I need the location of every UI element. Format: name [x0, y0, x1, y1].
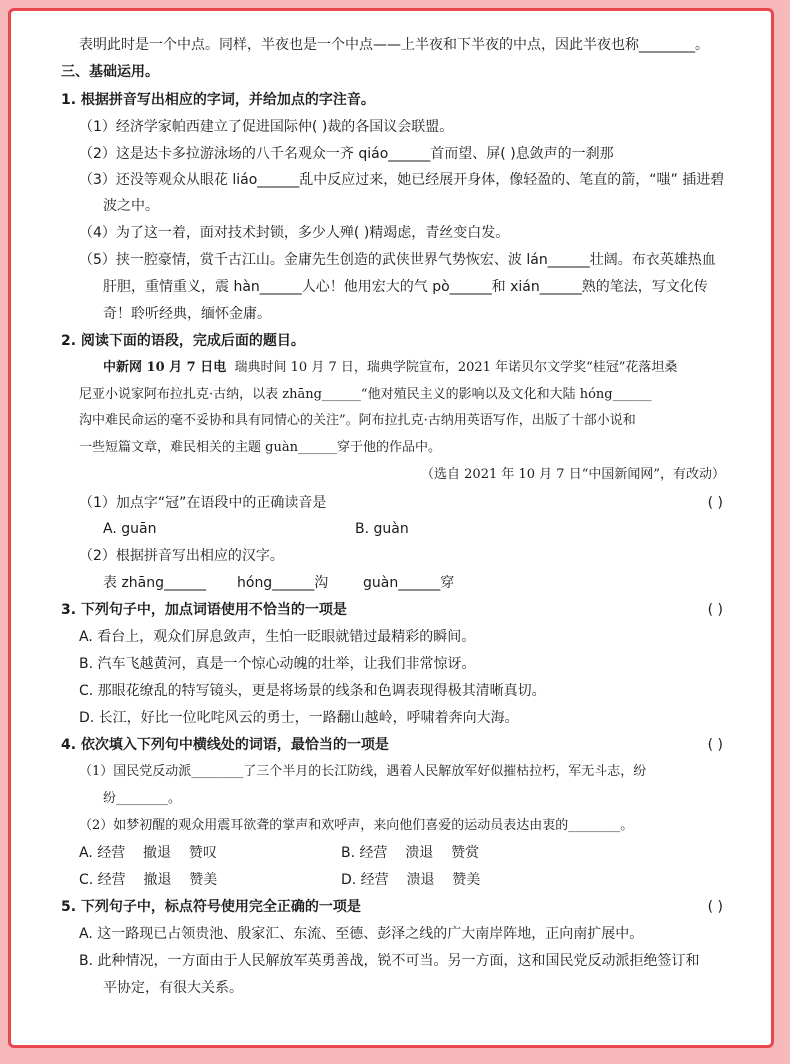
q2-fill-1[interactable]: 表 zhāng______	[103, 575, 207, 591]
q2-sub-1-answer-bracket[interactable]: ( )	[707, 495, 723, 511]
q4-option-b[interactable]: B. 经营 溃退 赞赏	[341, 845, 480, 861]
q2-passage-line-2: 尼亚小说家阿布拉扎克·古纳，以表 zhāng______“他对殖民主义的影响以及文化和大陆 hóng______	[79, 387, 652, 402]
q1-sentence-5c: 奇！聆听经典，缅怀金庸。	[103, 306, 271, 322]
q3-answer-bracket[interactable]: ( )	[707, 602, 723, 618]
q4-answer-bracket[interactable]: ( )	[707, 737, 723, 753]
q1-sentence-2: （2）这是达卡多拉游泳场的八千名观众一齐 qiáo______首而望、屏( )息敛声的一刹那	[79, 146, 614, 162]
q3-option-c[interactable]: C. 那眼花缭乱的特写镜头，更是将场景的线条和色调表现得极其清晰真切。	[79, 683, 546, 699]
q2-fill-3[interactable]: guàn______穿	[363, 575, 455, 591]
intro-line: 表明此时是一个中点。同样，半夜也是一个中点——上半夜和下半夜的中点，因此半夜也称________。	[79, 37, 709, 53]
q4-sentence-1b: 纷________。	[103, 791, 182, 806]
q3-option-d[interactable]: D. 长江，好比一位叱咤风云的勇士，一路翻山越岭，呼啸着奔向大海。	[79, 710, 519, 726]
exercise-page	[8, 8, 774, 1048]
q5-option-b-line-1[interactable]: B. 此种情况，一方面由于人民解放军英勇善战，锐不可当。另一方面，这和国民党反动派拒绝签订和	[79, 953, 700, 969]
q1-sentence-5a: （5）挟一腔豪情，赏千古江山。金庸先生创造的武侠世界气势恢宏、波 lán______壮阔。布衣英雄热血	[79, 252, 716, 268]
q2-option-b[interactable]: B. guàn	[355, 521, 409, 537]
q1-stem: 1. 根据拼音写出相应的字词，并给加点的字注音。	[61, 92, 375, 108]
q5-option-a[interactable]: A. 这一路现已占领贵池、殷家汇、东流、至德、彭泽之线的广大南岸阵地，正向南扩展中。	[79, 926, 644, 942]
q2-fill-2[interactable]: hóng______沟	[237, 575, 329, 591]
q3-option-a[interactable]: A. 看台上，观众们屏息敛声，生怕一眨眼就错过最精彩的瞬间。	[79, 629, 476, 645]
news-dateline: 中新网 10 月 7 日电	[103, 360, 227, 375]
q2-source: （选自 2021 年 10 月 7 日“中国新闻网”，有改动）	[421, 467, 725, 482]
q1-sentence-5b: 肝胆，重情重义，震 hàn______人心！他用宏大的气 pò______和 xián______熟的笔法，写文化传	[103, 279, 708, 295]
q1-sentence-3a: （3）还没等观众从眼花 liáo______乱中反应过来，她已经展开身体，像轻盈的、笔直的箭，“嗤” 插进碧	[79, 172, 725, 188]
q2-sub-1: （1）加点字“冠”在语段中的正确读音是	[79, 495, 327, 511]
q4-option-a[interactable]: A. 经营 撤退 赞叹	[79, 845, 217, 861]
q3-option-b[interactable]: B. 汽车飞越黄河，真是一个惊心动魄的壮举，让我们非常惊讶。	[79, 656, 476, 672]
q2-sub-2: （2）根据拼音写出相应的汉字。	[79, 548, 284, 564]
q2-option-a[interactable]: A. guān	[103, 521, 157, 537]
q5-answer-bracket[interactable]: ( )	[707, 899, 723, 915]
section-title: 三、基础运用。	[61, 64, 159, 80]
q4-option-d[interactable]: D. 经营 溃退 赞美	[341, 872, 481, 888]
q2-passage-line-3: 沟中难民命运的毫不妥协和具有同情心的关注”。阿布拉扎克·古纳用英语写作，出版了十部小说和	[79, 413, 636, 428]
q4-option-c[interactable]: C. 经营 撤退 赞美	[79, 872, 218, 888]
q3-stem: 3. 下列句子中，加点词语使用不恰当的一项是	[61, 602, 347, 618]
q1-sentence-3b: 波之中。	[103, 198, 159, 214]
q1-sentence-1: （1）经济学家帕西建立了促进国际仲( )裁的各国议会联盟。	[79, 119, 454, 135]
passage-text-1: 瑞典时间 10 月 7 日，瑞典学院宣布，2021 年诺贝尔文学奖“桂冠”花落坦桑	[234, 360, 678, 375]
q4-sentence-2: （2）如梦初醒的观众用震耳欲聋的掌声和欢呼声，来向他们喜爱的运动员表达由衷的________。	[79, 818, 634, 833]
q4-stem: 4. 依次填入下列句中横线处的词语，最恰当的一项是	[61, 737, 389, 753]
q1-sentence-4: （4）为了这一着，面对技术封锁，多少人殚( )精竭虑，青丝变白发。	[79, 225, 510, 241]
q5-stem: 5. 下列句子中，标点符号使用完全正确的一项是	[61, 899, 361, 915]
q4-sentence-1a: （1）国民党反动派________了三个半月的长江防线，遇着人民解放军好似摧枯拉朽，军无斗志，纷	[79, 764, 647, 779]
q2-stem: 2. 阅读下面的语段，完成后面的题目。	[61, 333, 305, 349]
q2-passage-line-4: 一些短篇文章，难民相关的主题 guàn______穿于他的作品中。	[79, 440, 441, 455]
q2-passage-line-1	[103, 358, 677, 378]
q5-option-b-line-2: 平协定，有很大关系。	[103, 980, 243, 996]
